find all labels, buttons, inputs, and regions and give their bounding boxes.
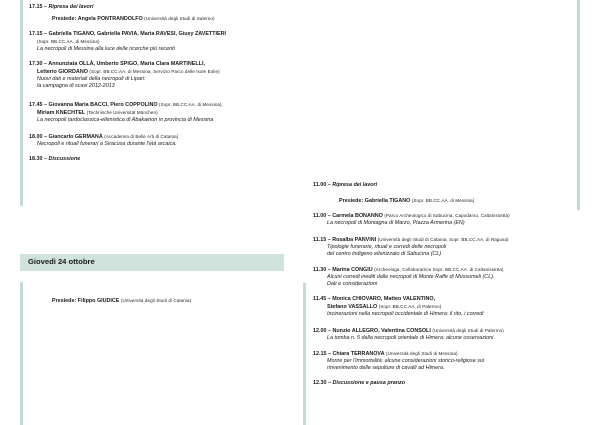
talk-entry: 11.00 – Carmela BONANNO (Parco Archeologico di Sabucina, Capodarso, Caltanissetta) La necropoli di Montagna di Marzo, Piazza Armerina (EN)	[313, 213, 510, 226]
talk-entry: 12.15 – Chiara TERRANOVA (Università degli Studi di Messina) Morire per l'immortalità: alcune considerazioni storico-religiose sul rinvenimento delle sepolture di cavalli ad Himera.	[313, 351, 485, 371]
chair: Presiede: Gabriella TIGANO (Sopr. BB.CC.AA. di Messina)	[339, 198, 475, 204]
right-accent-bar-top	[577, 0, 580, 210]
left-accent-bar-bottom	[20, 282, 23, 425]
right-accent-bar-bottom	[303, 283, 306, 425]
discussion: 18.30 – Discussione	[29, 156, 81, 162]
talk-entry: 11.15 – Rosalba PANVINI (Università degli Studi di Catania, Sopr. BB.CC.AA. di Ragusa) Tipologie funerarie, rituali e corredi delle necropoli del centro indigeno ellenizzato di Sabucina (CL)	[313, 237, 509, 257]
talk-entry: 17.45 – Giovanna Maria BACCI, Piero COPPOLINO (Sopr. BB.CC.AA. di Messina), Miriam KNECHTEL (Technische Universität München) La necropoli tardoclassica-ellenistica di Abakainon in provincia di Messina	[29, 102, 223, 123]
talk-entry: 11.45 – Monica CHIOVARO, Matteo VALENTINO, Stefano VASSALLO (Sopr. BB.CC.AA. di Palermo) Incinerazioni nella necropoli occidentale di Himera: il rito, i corredi	[313, 296, 484, 317]
talk-entry: 17.15 – Gabriella TIGANO, Gabriella PAVIA, Maria RAVESI, Giusy ZAVETTIERI (Sopr. BB.CC.AA. di Messina) La necropoli di Messina alla luce delle ricerche più recenti	[29, 31, 227, 52]
talk-entry: 17.30 – Annunziata OLLÀ, Umberto SPIGO, Maria Clara MARTINELLI, Letterio GIORDANO (Sopr. BB.CC.AA. di Messina, Servizio Parco delle Isole Eolie) Nuovi dati e materiali della necropoli di Lipari: la campagna di scavi 2012-2013	[29, 61, 220, 89]
day-header: Giovedì 24 ottobre	[28, 257, 95, 266]
talk-entry: 11.30 – Marina CONGIU (Archeologa, Collaboratrice Sopr. BB.CC.AA. di Caltanissetta) Alcuni corredi inediti dalle necropoli di Monte Raffe di Mussomeli (CL). Dati e considerazioni	[313, 267, 504, 287]
session-resume: 11.00 – Ripresa dei lavori	[313, 182, 378, 188]
lunch-break: 12.30 – Discussione e pausa pranzo	[313, 380, 405, 386]
chair: Presiede: Angela PONTRANDOLFO (Università degli Studi di Salerno)	[52, 16, 215, 22]
session-resume: 17.15 – Ripresa dei lavori	[29, 4, 94, 10]
left-accent-bar-top	[20, 0, 23, 206]
chair: Presiede: Filippo GIUDICE (Università degli Studi di Catania)	[52, 298, 192, 304]
talk-entry: 18.00 – Giancarlo GERMANÀ (Accademia di Belle Arti di Catania) Necropoli e rituali funerari a Siracusa durante l'età arcaica.	[29, 134, 179, 147]
talk-entry: 12.00 – Nunzio ALLEGRO, Valentina CONSOLI (Università degli Studi di Palermo) La tomba n. 5 dalla necropoli orientale di Himera: alcune osservazioni	[313, 328, 504, 341]
